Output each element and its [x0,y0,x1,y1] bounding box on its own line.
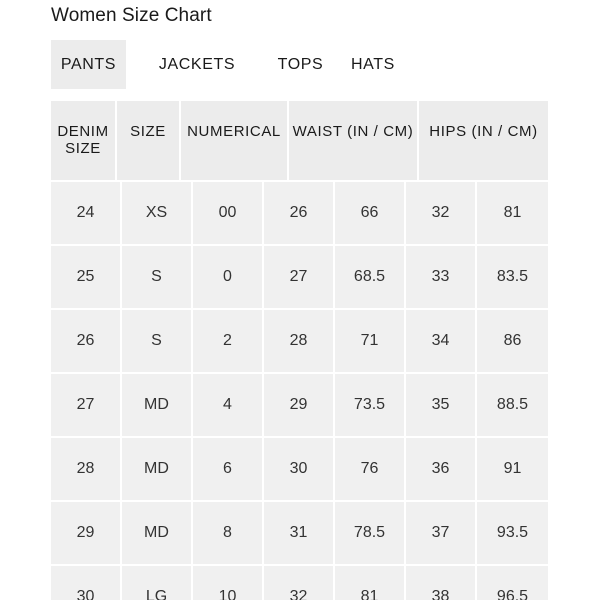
header-size: SIZE [117,101,181,180]
cell-hips-in: 38 [406,566,477,600]
table-row [51,566,548,600]
cell-hips-in: 37 [406,502,477,564]
cell-waist-cm: 76 [335,438,406,500]
table-row [51,438,548,500]
cell-numerical: 4 [193,374,264,436]
cell-denim-size: 26 [51,310,122,372]
cell-denim-size: 25 [51,246,122,308]
cell-denim-size: 30 [51,566,122,600]
cell-size: S [122,310,193,372]
cell-hips-cm: 86 [477,310,548,372]
cell-numerical: 8 [193,502,264,564]
cell-size: LG [122,566,193,600]
tab-hats[interactable]: HATS [351,56,395,73]
table-row [51,502,548,564]
cell-waist-cm: 81 [335,566,406,600]
cell-hips-in: 33 [406,246,477,308]
cell-hips-in: 36 [406,438,477,500]
cell-hips-in: 34 [406,310,477,372]
cell-hips-cm: 88.5 [477,374,548,436]
cell-size: MD [122,438,193,500]
cell-denim-size: 29 [51,502,122,564]
cell-hips-in: 35 [406,374,477,436]
header-waist: WAIST (IN / CM) [289,101,419,180]
cell-numerical: 0 [193,246,264,308]
cell-waist-cm: 66 [335,182,406,244]
cell-hips-cm: 96.5 [477,566,548,600]
table-row [51,310,548,372]
cell-denim-size: 28 [51,438,122,500]
cell-waist-in: 26 [264,182,335,244]
cell-size: MD [122,502,193,564]
cell-numerical: 00 [193,182,264,244]
page-title: Women Size Chart [51,5,212,26]
cell-waist-cm: 71 [335,310,406,372]
cell-waist-in: 31 [264,502,335,564]
tab-jackets[interactable]: JACKETS [158,56,236,73]
cell-waist-in: 27 [264,246,335,308]
cell-waist-in: 30 [264,438,335,500]
category-tabs [51,40,445,89]
cell-waist-cm: 73.5 [335,374,406,436]
table-body [51,182,548,600]
cell-hips-cm: 81 [477,182,548,244]
table-row [51,182,548,244]
cell-size: S [122,246,193,308]
cell-size: MD [122,374,193,436]
cell-numerical: 6 [193,438,264,500]
cell-hips-in: 32 [406,182,477,244]
cell-hips-cm: 93.5 [477,502,548,564]
tab-tops[interactable]: TOPS [277,56,324,73]
header-denim-size: DENIM SIZE [51,101,117,180]
cell-size: XS [122,182,193,244]
cell-numerical: 10 [193,566,264,600]
cell-hips-cm: 83.5 [477,246,548,308]
cell-waist-in: 32 [264,566,335,600]
cell-denim-size: 24 [51,182,122,244]
cell-waist-cm: 78.5 [335,502,406,564]
table-row [51,374,548,436]
table-row [51,246,548,308]
cell-waist-in: 28 [264,310,335,372]
cell-numerical: 2 [193,310,264,372]
tab-pants[interactable]: PANTS [51,40,126,89]
table-header [51,101,548,180]
cell-hips-cm: 91 [477,438,548,500]
header-hips: HIPS (IN / CM) [429,123,538,140]
size-table [51,101,548,600]
cell-waist-in: 29 [264,374,335,436]
header-numerical: NUMERICAL [181,101,289,180]
cell-waist-cm: 68.5 [335,246,406,308]
cell-denim-size: 27 [51,374,122,436]
